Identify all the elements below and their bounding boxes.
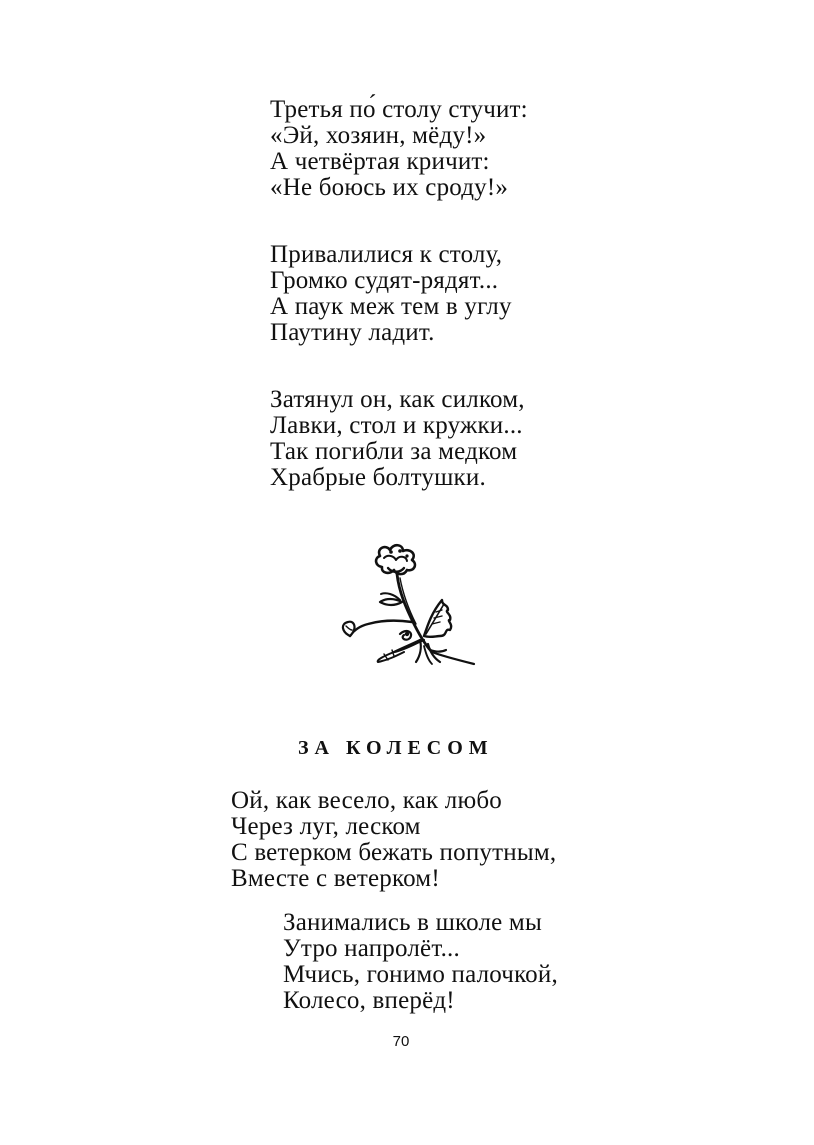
verse-line: Лавки, стол и кружки... <box>270 412 523 439</box>
verse-line: Занимались в школе мы <box>283 909 542 936</box>
verse-line: Колесо, вперёд! <box>283 987 455 1014</box>
verse-line: А паук меж тем в углу <box>270 293 512 320</box>
page-number: 70 <box>392 1033 410 1050</box>
poem-title: ЗА КОЛЕСОМ <box>298 737 494 759</box>
verse-line: Через луг, леском <box>231 813 421 840</box>
stanza-3 <box>270 387 525 491</box>
verse-line: «Эй, хозяин, мёду!» <box>270 122 487 149</box>
verse-line: Так погибли за медком <box>270 438 518 465</box>
verse-line: Храбрые болтушки. <box>270 464 486 491</box>
stanza-2 <box>270 242 512 346</box>
poem-stanza-2 <box>283 910 558 1014</box>
poem-stanza-1 <box>231 788 556 892</box>
verse-line: Мчись, гонимо палочкой, <box>283 961 558 988</box>
verse-line: Утро напролёт... <box>283 935 460 962</box>
verse-line: А четвёртая кричит: <box>270 148 490 175</box>
verse-line: Паутину ладит. <box>270 319 435 346</box>
verse-line: Ой, как весело, как любо <box>231 787 502 814</box>
flower-ornament-icon <box>336 540 478 668</box>
verse-line: Третья по́ столу стучит: <box>270 96 528 123</box>
verse-line: Вместе с ветерком! <box>231 865 440 892</box>
verse-line: С ветерком бежать попутным, <box>231 839 557 866</box>
verse-line: Громко судят-рядят... <box>270 267 499 294</box>
stanza-1 <box>270 97 528 201</box>
verse-line: «Не боюсь их сроду!» <box>270 174 509 201</box>
verse-line: Привалилися к столу, <box>270 241 503 268</box>
verse-line: Затянул он, как силком, <box>270 386 525 413</box>
